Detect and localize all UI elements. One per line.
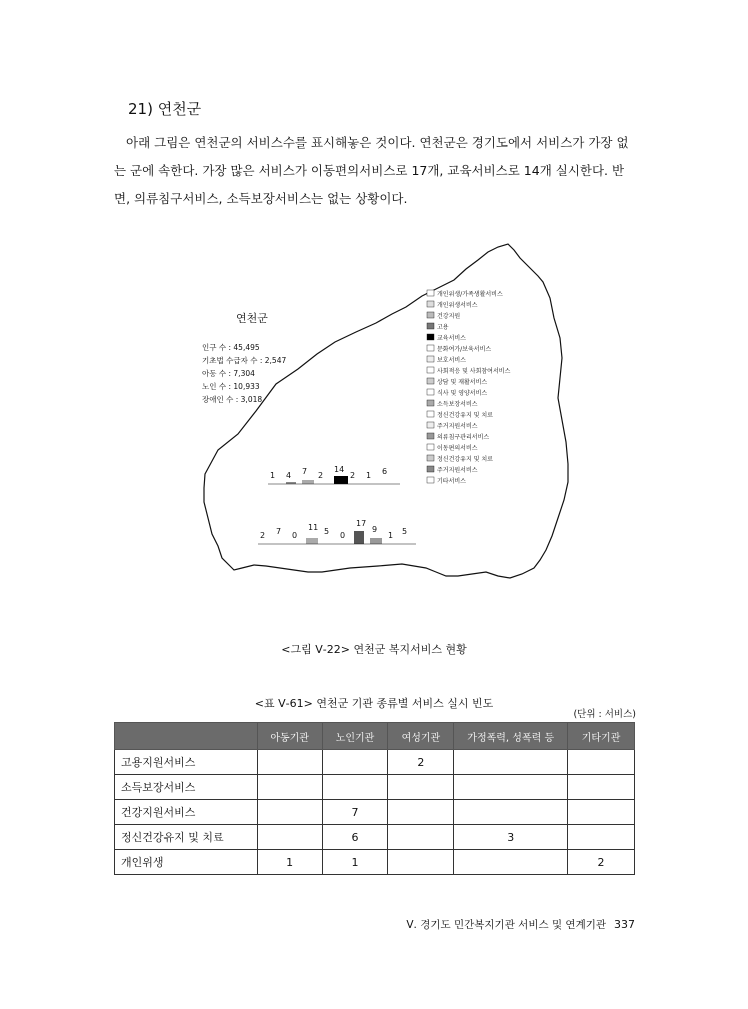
table-unit: (단위 : 서비스) [573,709,636,720]
legend-swatch [427,411,434,417]
table-cell: 1 [257,850,322,875]
table-row [115,825,635,850]
page-footer [406,917,635,932]
bar-value: 7 [276,527,282,536]
legend-label: 건강지원 [437,313,461,320]
table-row [115,800,635,825]
legend-swatch [427,334,434,340]
legend-label: 의류침구관리서비스 [437,434,490,441]
bar-value: 11 [308,523,319,532]
legend-label: 정신건강유지 및 치료 [437,412,493,419]
body-paragraph: 아래 그림은 연천군의 서비스수를 표시해놓은 것이다. 연천군은 경기도에서 서비스가 가장 없는 군에 속한다. 가장 많은 서비스가 이동편의서비스로 17개, 교육서비스로 14개 실시한다. 반면, 의류침구서비스, 소득보장서비스는 없는 상황이다. [114,135,629,206]
table-cell: 3 [454,825,568,850]
legend-swatch [427,356,434,362]
header-cell: 기타기관 [568,723,635,750]
legend-label: 고용 [437,324,449,331]
table-cell: 2 [568,850,635,875]
table-cell [257,750,322,775]
bar-value: 14 [334,465,345,474]
bar-mark [334,476,348,484]
table-cell [454,800,568,825]
legend-label: 정신건강유지 및 치료 [437,456,493,463]
legend-swatch [427,466,434,472]
yeoncheon-map-figure [110,238,640,618]
bar-mark [370,538,382,544]
table-cell [568,750,635,775]
legend-swatch [427,422,434,428]
table-cell: 7 [322,800,388,825]
bar-value: 5 [402,527,408,536]
legend-swatch [427,400,434,406]
stat-line: 아동 수 : 7,304 [202,369,255,378]
bar-mark [306,538,318,544]
legend-label: 교육서비스 [437,335,466,342]
legend-label: 주거지원서비스 [437,467,478,474]
legend-swatch [427,301,434,307]
stat-line: 기초법 수급자 수 : 2,547 [202,356,287,365]
map-stats [202,342,286,404]
table-row [115,775,635,800]
legend-swatch [427,367,434,373]
legend-label: 개인위생/가족생활서비스 [437,291,503,298]
legend-swatch [427,290,434,296]
bar-value: 4 [286,471,292,480]
legend-label: 소득보장서비스 [437,401,478,408]
bar-value: 1 [270,471,276,480]
table-cell [388,825,454,850]
bar-mark [354,531,364,544]
map-title: 연천군 [236,312,268,325]
stat-line: 장애인 수 : 3,018 [202,395,263,404]
header-cell: 가정폭력, 성폭력 등 [454,723,568,750]
bar-value: 0 [340,531,346,540]
bar-value: 9 [372,525,378,534]
legend-label: 보호서비스 [437,357,466,364]
header-cell: 아동기관 [257,723,322,750]
table-cell [322,775,388,800]
table-cell: 2 [388,750,454,775]
row-label: 건강지원서비스 [115,800,258,825]
bar-value: 1 [366,471,372,480]
map-legend [427,290,511,485]
legend-swatch [427,389,434,395]
table-row [115,850,635,875]
row-label: 개인위생 [115,850,258,875]
bar-value: 2 [318,471,324,480]
bar-row-1 [268,465,400,484]
row-label: 고용지원서비스 [115,750,258,775]
legend-swatch [427,312,434,318]
row-label: 소득보장서비스 [115,775,258,800]
table-cell [568,825,635,850]
table-cell: 1 [322,850,388,875]
bar-value: 1 [388,531,394,540]
footer-text: Ⅴ. 경기도 민간복지기관 서비스 및 연계기관 [406,919,606,931]
table-cell: 6 [322,825,388,850]
bar-value: 17 [356,519,367,528]
table-cell [388,800,454,825]
bar-value: 5 [324,527,330,536]
table-cell [322,750,388,775]
bar-value: 7 [302,467,308,476]
header-cell: 여성기관 [388,723,454,750]
legend-swatch [427,433,434,439]
bar-value: 2 [350,471,356,480]
legend-swatch [427,323,434,329]
bar-value: 6 [382,467,388,476]
header-cell [115,723,258,750]
legend-label: 상담 및 재활서비스 [437,379,488,386]
county-outline [204,244,568,578]
bar-value: 2 [260,531,266,540]
legend-label: 개인위생서비스 [437,302,478,309]
table-cell [568,800,635,825]
legend-swatch [427,455,434,461]
stat-line: 인구 수 : 45,495 [202,343,260,352]
table-title: <표 Ⅴ-61> 연천군 기관 종류별 서비스 실시 빈도 [254,697,494,710]
table-cell [257,825,322,850]
table-cell [257,775,322,800]
bar-mark [302,480,314,484]
legend-label: 이동편의서비스 [437,445,478,452]
table-cell [454,750,568,775]
legend-label: 식사 및 영양서비스 [437,390,488,397]
table-cell [388,850,454,875]
legend-swatch [427,444,434,450]
bar-value: 0 [292,531,298,540]
figure-caption: <그림 Ⅴ-22> 연천군 복지서비스 현황 [281,643,467,656]
service-frequency-table [114,722,635,875]
table-cell [568,775,635,800]
stat-line: 노인 수 : 10,933 [202,382,260,391]
legend-label: 문화여가/보육서비스 [437,346,492,353]
table-cell [454,775,568,800]
bar-row-2 [258,519,416,544]
table-header-row [115,723,635,750]
page-number: 337 [614,918,635,931]
table-row [115,750,635,775]
legend-label: 사회적응 및 사회참여서비스 [437,368,511,375]
header-cell: 노인기관 [322,723,388,750]
table-cell [454,850,568,875]
legend-swatch [427,345,434,351]
legend-swatch [427,378,434,384]
table-cell [388,775,454,800]
legend-swatch [427,477,434,483]
section-title: 21) 연천군 [128,100,202,118]
table-cell [257,800,322,825]
legend-label: 기타서비스 [437,478,466,485]
legend-label: 주거지원서비스 [437,423,478,430]
row-label: 정신건강유지 및 치료 [115,825,258,850]
